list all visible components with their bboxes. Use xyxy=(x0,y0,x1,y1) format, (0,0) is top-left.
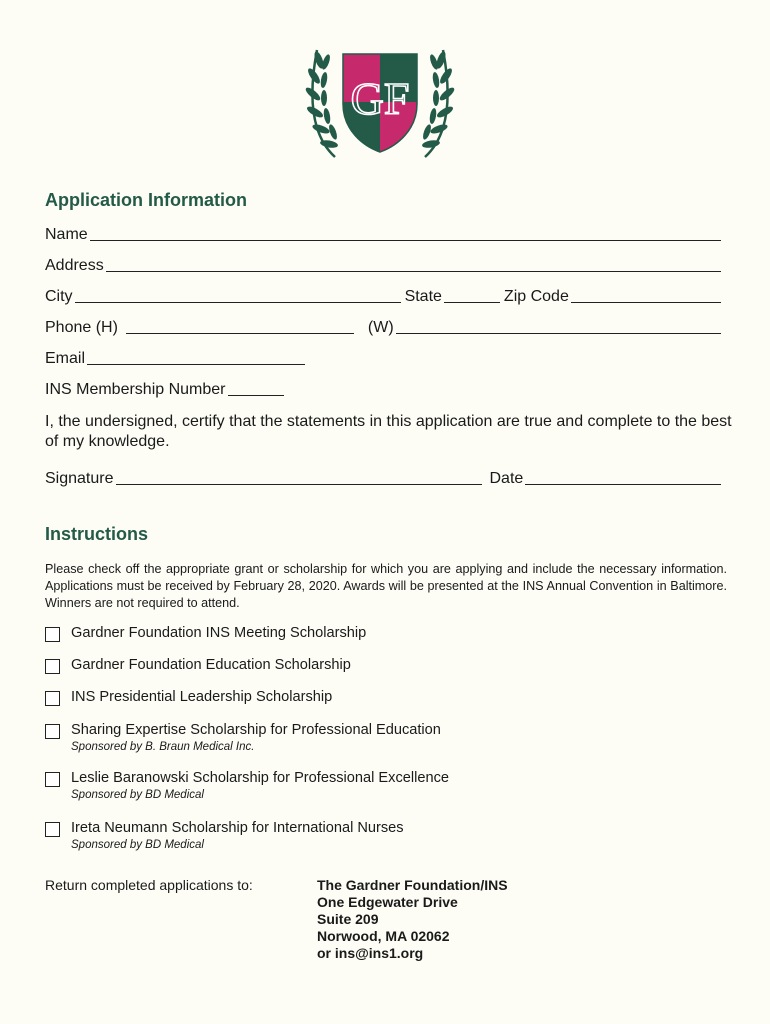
email-field[interactable] xyxy=(87,348,305,365)
address-email[interactable]: or ins@ins1.org xyxy=(317,945,424,961)
city-label: City xyxy=(45,288,73,305)
phone-home-label: Phone (H) xyxy=(45,319,118,336)
city-row xyxy=(45,284,725,306)
laurel-left-icon xyxy=(305,50,339,157)
address-org: The Gardner Foundation/INS xyxy=(317,877,508,893)
scholarship-label: INS Presidential Leadership Scholarship xyxy=(71,689,333,705)
address-street: One Edgewater Drive xyxy=(317,894,458,910)
laurel-right-icon xyxy=(421,50,455,157)
checkbox[interactable] xyxy=(45,691,60,706)
membership-row xyxy=(45,377,725,399)
state-label: State xyxy=(404,288,442,305)
scholarship-label: Ireta Neumann Scholarship for International Nurses xyxy=(71,820,404,836)
signature-field[interactable] xyxy=(116,468,482,485)
signature-row xyxy=(45,466,725,488)
name-row xyxy=(45,222,725,244)
certification-statement: I, the undersigned, certify that the statements in this application are true and complete to the best of my knowledge. xyxy=(45,413,732,450)
state-field[interactable] xyxy=(444,286,500,303)
zip-label: Zip Code xyxy=(503,288,569,305)
phone-work-label: (W) xyxy=(367,319,394,336)
scholarship-label: Sharing Expertise Scholarship for Professional Education xyxy=(71,722,441,738)
name-field[interactable] xyxy=(90,224,721,241)
address-label: Address xyxy=(45,257,104,274)
name-label: Name xyxy=(45,226,88,243)
sponsor-note: Sponsored by B. Braun Medical Inc. xyxy=(71,741,255,753)
checkbox[interactable] xyxy=(45,659,60,674)
email-label: Email xyxy=(45,350,86,367)
signature-label: Signature xyxy=(45,470,114,487)
instructions-section-title: Instructions xyxy=(45,524,149,544)
phone-work-field[interactable] xyxy=(396,317,721,334)
checkbox[interactable] xyxy=(45,627,60,642)
phone-row xyxy=(45,315,725,337)
scholarship-label: Gardner Foundation INS Meeting Scholarship xyxy=(71,625,367,641)
sponsor-note: Sponsored by BD Medical xyxy=(71,789,204,801)
email-row xyxy=(45,346,725,368)
zip-field[interactable] xyxy=(571,286,721,303)
sponsor-note: Sponsored by BD Medical xyxy=(71,839,204,851)
city-field[interactable] xyxy=(75,286,401,303)
shield-icon xyxy=(343,54,417,154)
date-field[interactable] xyxy=(525,468,721,485)
phone-home-field[interactable] xyxy=(126,317,354,334)
return-label: Return completed applications to: xyxy=(45,877,253,893)
checkbox[interactable] xyxy=(45,822,60,837)
scholarship-label: Leslie Baranowski Scholarship for Professional Excellence xyxy=(71,770,450,786)
address-city: Norwood, MA 02062 xyxy=(317,928,450,944)
address-row xyxy=(45,253,725,275)
checkbox[interactable] xyxy=(45,724,60,739)
address-field[interactable] xyxy=(106,255,721,272)
address-suite: Suite 209 xyxy=(317,911,379,927)
instructions-text: Please check off the appropriate grant or scholarship for which you are applying and include the necessary information. Applications must be received by February 28, 2020. Awards will be presented at the INS Annual Convention in Baltimore. Winners are not required to attend. xyxy=(45,562,727,610)
checkbox[interactable] xyxy=(45,772,60,787)
scholarship-label: Gardner Foundation Education Scholarship xyxy=(71,657,351,673)
application-section-title: Application Information xyxy=(45,190,247,210)
return-address xyxy=(317,877,508,962)
date-label: Date xyxy=(489,470,524,487)
membership-field[interactable] xyxy=(228,379,284,396)
membership-label: INS Membership Number xyxy=(45,381,226,398)
gardner-foundation-logo xyxy=(305,42,455,162)
logo-letters: GF xyxy=(350,73,410,124)
